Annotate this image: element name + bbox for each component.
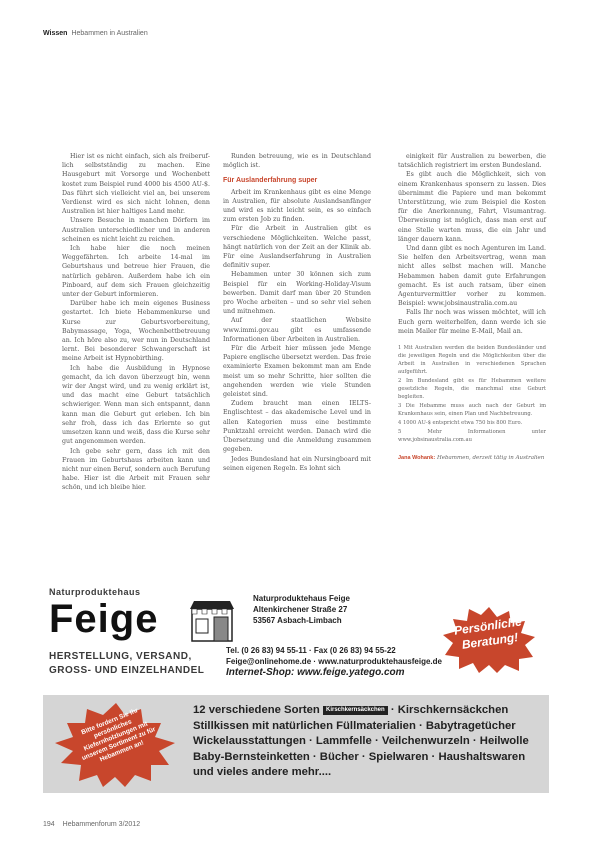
ad-address-street: Altenkirchener Straße 27 [253,605,348,614]
ad-bottom-panel [43,695,549,793]
ad-address-city: 53567 Asbach-Limbach [253,616,342,625]
footnote: 2 Im Bundesland gibt es für Hebammen weitere gesetzliche Regeln, die manchmal eine Geburt begleiten. [398,378,546,401]
ad-brand-subtitle: Naturproduktehaus [49,587,141,597]
ad-product-lead: · Kirschkernsäckchen [390,704,509,716]
section-title: Wissen [43,30,68,37]
article-column-2 [223,152,371,473]
paragraph: Jedes Bundesland hat ein Nursingboard mit seinen eigenen Regeln. Es lohnt sich [223,455,372,472]
page-header [43,30,148,37]
paragraph: Arbeit im Krankenhaus gibt es eine Menge in Australien, für absolute Auslandsanfänger und wird es nicht leicht sein, es so einfach zum ersten Job zu finden. [223,188,371,224]
ad-email-link[interactable]: Feige@onlinehome.de · www.naturproduktehausfeige.de [226,657,442,666]
footnote: 4 1000 AU-$ entspricht etwa 750 bis 800 Euro. [398,420,523,427]
ad-address [253,593,350,626]
paragraph: Ich habe die Ausbildung in Hypnose gemacht, da ich davon überzeugt bin, wenn wir der Angst wird, und zu wenig erklärt ist, und das macht eine Geburt tatsächlich schwieriger. Wenn man sich entspannt, dann kann man die Geburt gut erleben. Ich bin sehr froh, dass ich das Erlernte so gut umsetzen kann und weiß, dass die Kurse sehr gut angenommen werden. [62,364,210,446]
ad-product-list [193,703,543,781]
paragraph: Zudem braucht man einen IELTS-Englischtest – das akademische Level und in allen Kategorien muss eine bestimmte Punktzahl erreicht werden. Danach wird die Übersetzung und die Anmeldung zusammen gegeben. [223,400,371,454]
footnote: 1 Mit Australien werden die beiden Bundesländer und die jeweiligen Regeln und die Möglichkeiten über die Arbeit in Australien in verschiedenen Sprachen aufgeführt. [398,345,546,376]
ad-starburst-text: Bitte fordern Sie Ihr persönliches Kiefernholzlungen mit unserem Sortiment zu für Hebammen an! [80,707,157,764]
subheading: Für Auslanderfahrung super [223,177,318,185]
page-number: 194 [43,821,55,828]
advertisement[interactable] [43,583,549,793]
ad-product-tag: Kirschkernsäckchen [323,706,388,715]
paragraph: Ich gebe sehr gern, dass ich mit den Frauen im Geburtshaus arbeiten kann und nicht nur einen Beruf, sondern auch Berufung habe. Hier ist die Arbeit mit Frauen sehr schön, und ich bleibe hier. [62,447,210,492]
shop-icon [188,595,236,643]
magazine-name: Hebammenforum [62,821,117,828]
ad-product-line [193,703,543,719]
ad-product-count: 12 verschiedene Sorten [193,704,320,716]
paragraph: Für die Arbeit hier müssen jede Menge Papiere englische übersetzt werden. Das freie examinierte Examen bekommt man am Ende meist um so mehr Schritte, hier sollten die angehenden werden wie viele Stunden geleistet sind. [223,345,371,399]
ad-top-panel [43,583,549,697]
paragraph: Falls Ihr noch was wissen möchtet, will ich Euch gern weiterhelfen, dann werde ich sie mein Mailer für meine E-Mail, Mail an. [398,309,546,335]
paragraph: Darüber habe ich mein eigenes Business gestartet. Ich biete Hebammenkurse und Kurse zur Geburtsvorbereitung, Babymassage, Yoga, Wochenbettbetreuung an. Ich höre also zu, wer nun in Deutschland lernt. Bei besonderer Schwangerschaft ist meine Arbeit ist Hypnobirthing. [62,300,210,363]
paragraph: Und dann gibt es noch Agenturen im Land. Sie helfen den Arbeitsvertrag, wenn man nicht alles selbst machen will. Manche Hebammen haben damit gute Erfahrungen gemacht. Es ist auch ratsam, über einen Agenturvermittler vorher zu kommen. Beispiel: www.jobsinaustralia.com.au [398,245,546,308]
ad-phone-fax: Tel. (0 26 83) 94 55-11 · Fax (0 26 83) 94 55-22 [226,646,396,655]
ad-product-line: und vieles andere mehr.... [193,766,332,778]
footnotes [398,344,546,444]
ad-webshop-link[interactable]: Internet-Shop: www.feige.yatego.com [226,667,405,678]
ad-brand-logo: Feige [49,597,159,641]
paragraph: Ich habe hier die noch meinen Weggefährten. Ich arbeite 14-mal im Geburtshaus und betreue hier Frauen, die natürlich gebären. Außerdem habe ich ein Pinboard, auf dem sich Frauen gleichzeitig unter der Geburt informieren. [62,245,210,299]
ad-services-line-1: HERSTELLUNG, VERSAND, [49,651,192,662]
article-column-3 [398,152,546,463]
paragraph: Runden betreuung, wie es in Deutschland möglich ist. [223,153,371,170]
ad-badge-text: Persönliche Beratung! [453,614,523,652]
paragraph: Hier ist es nicht einfach, sich als freiberuflich selbstständig zu machen. Eine Hausgeburt mit Vorsorge und Wochenbett kostet zum Beispiel rund 4000 bis 4500 AU-$. Das führt sich vielleicht viel an, bei unserem Verdienst wird es sich nicht lohnen, denn Australien ist hier haltiges Land mehr. [62,153,210,216]
ad-address-name: Naturproduktehaus Feige [253,594,350,603]
paragraph: Auf der staatlichen Website www.immi.gov.au gibt es umfassende Informationen über Arbeiten in Australien. [223,317,371,343]
section-subtitle: Hebammen in Australien [71,30,148,37]
ad-product-line: Stillkissen mit natürlichen Füllmaterialien · Babytragetücher [193,719,516,732]
ad-product-line: Wickelausstattungen · Lammfelle · Veilchenwurzeln · Heilwolle [193,735,529,747]
footnote: 5 Mehr Informationen unter www.jobsinaustralia.com.au [398,429,546,444]
article-column-1 [62,152,210,493]
paragraph: Hebammen unter 30 können sich zum Beispiel für ein Working-Holiday-Visum bewerben. Damit darf man über 20 Stunden pro Woche arbeiten – und so sehr viel sehen und mitnehmen. [223,271,371,316]
ad-contact [226,645,442,678]
paragraph: einigkeit für Australien zu bewerben, die tatsächlich registriert im ersten Bundesland. [398,153,546,170]
paragraph: Es gibt auch die Möglichkeit, sich von einem Krankenhaus sponsern zu lassen. Dies übernimmt die Papiere und man bekommt Unterstützung, wie zum Beispiel die Kosten für die Anerkennung, Fahrt, Visumantrag. Überweisung ist möglich, dass man erst auf eine Stelle warten muss, die ein Jahr und länger dauern kann. [398,171,546,243]
author-name: Jana Wohank: [398,455,436,462]
ad-product-line: Baby-Bernsteinketten · Bücher · Spielwaren · Haushaltswaren [193,750,526,763]
page-footer [43,821,140,828]
ad-services-line-2: GROSS- UND EINZELHANDEL [49,665,205,676]
paragraph: Für die Arbeit in Australien gibt es verschiedene Möglichkeiten. Welche passt, hängt natürlich von der Zeit an der Klinik ab. Für eine Auslandserfahrung in Australien definitiv super. [223,225,371,270]
footnote: 3 Die Hebamme muss auch nach der Geburt im Krankenhaus sein, einen Plan und Nachbetreuung. [398,403,546,418]
issue-number: 3/2012 [118,821,141,828]
author-credit [398,454,546,463]
paragraph: Unsere Besuche in manchen Dörfern im Australien unterschiedlicher und in anderen scheinen es nicht leicht zu reichen. [62,217,210,243]
author-description: Hebammen, derzeit tätig in Australien [436,455,545,462]
